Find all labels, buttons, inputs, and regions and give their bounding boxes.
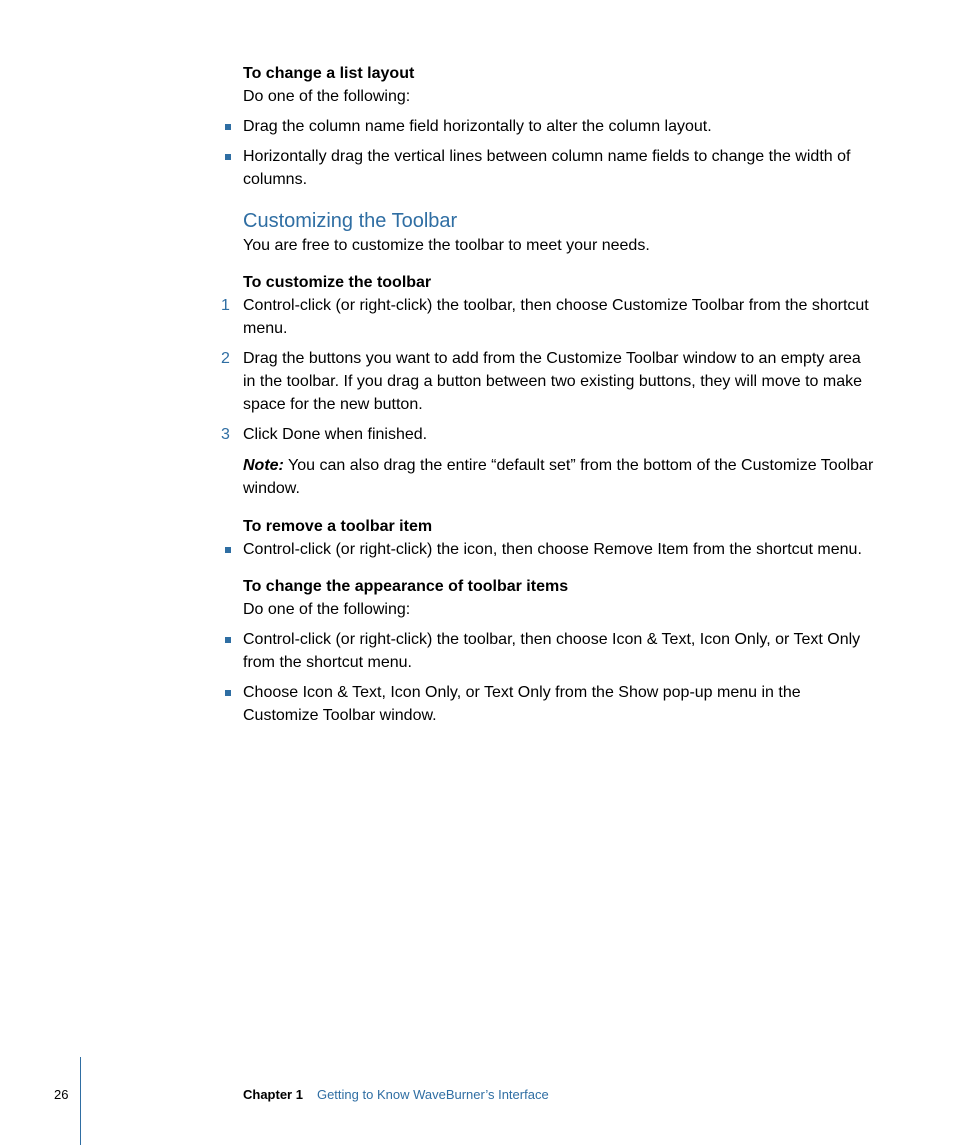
- list-item: [243, 681, 876, 727]
- customize-toolbar-title: To customize the toolbar: [243, 274, 432, 291]
- remove-item-title: To remove a toolbar item: [243, 518, 433, 535]
- section-intro: You are free to customize the toolbar to meet your needs.: [243, 237, 650, 254]
- list-item-text: Control-click (or right-click) the icon, then choose Remove Item from the shortcut menu.: [243, 541, 862, 558]
- list-item: [243, 115, 876, 138]
- bullet-icon: [225, 637, 231, 643]
- step-number: 1: [221, 297, 230, 314]
- footer-chapter: [243, 1086, 549, 1104]
- step-number: 2: [221, 350, 230, 367]
- footer-divider: [80, 1057, 81, 1145]
- step-number: 3: [221, 426, 230, 443]
- list-item-text: Control-click (or right-click) the toolbar, then choose Icon & Text, Icon Only, or Text Only from the shortcut menu.: [243, 631, 861, 671]
- list-layout-intro: Do one of the following:: [243, 88, 411, 105]
- chapter-title: Getting to Know WaveBurner’s Interface: [316, 1087, 549, 1102]
- list-item-text: Horizontally drag the vertical lines between column name fields to change the width of columns.: [243, 148, 851, 188]
- step-item: [221, 423, 876, 446]
- step-text: Control-click (or right-click) the toolbar, then choose Customize Toolbar from the shortcut menu.: [243, 297, 869, 337]
- bullet-icon: [225, 154, 231, 160]
- note-label: Note:: [243, 457, 284, 474]
- page-number: 26: [54, 1087, 69, 1102]
- appearance-title: To change the appearance of toolbar items: [243, 578, 569, 595]
- bullet-icon: [225, 547, 231, 553]
- bullet-icon: [225, 124, 231, 130]
- list-item: [243, 538, 876, 561]
- list-item-text: Drag the column name field horizontally to alter the column layout.: [243, 118, 712, 135]
- list-item: [243, 628, 876, 674]
- note: [243, 454, 876, 500]
- step-item: [221, 294, 876, 340]
- page-content: [221, 62, 876, 727]
- step-text: Click Done when finished.: [243, 426, 428, 443]
- section-heading: Customizing the Toolbar: [243, 210, 458, 232]
- step-item: [221, 347, 876, 416]
- list-layout-title: To change a list layout: [243, 65, 415, 82]
- list-item: [243, 145, 876, 191]
- list-item-text: Choose Icon & Text, Icon Only, or Text Only from the Show pop-up menu in the Customize Toolbar window.: [243, 684, 801, 724]
- step-text: Drag the buttons you want to add from the Customize Toolbar window to an empty area in the toolbar. If you drag a button between two existing buttons, they will move to make space for the new button.: [243, 350, 863, 413]
- note-text: You can also drag the entire “default set” from the bottom of the Customize Toolbar window.: [243, 457, 874, 497]
- appearance-intro: Do one of the following:: [243, 601, 411, 618]
- bullet-icon: [225, 690, 231, 696]
- chapter-label: Chapter 1: [243, 1087, 303, 1102]
